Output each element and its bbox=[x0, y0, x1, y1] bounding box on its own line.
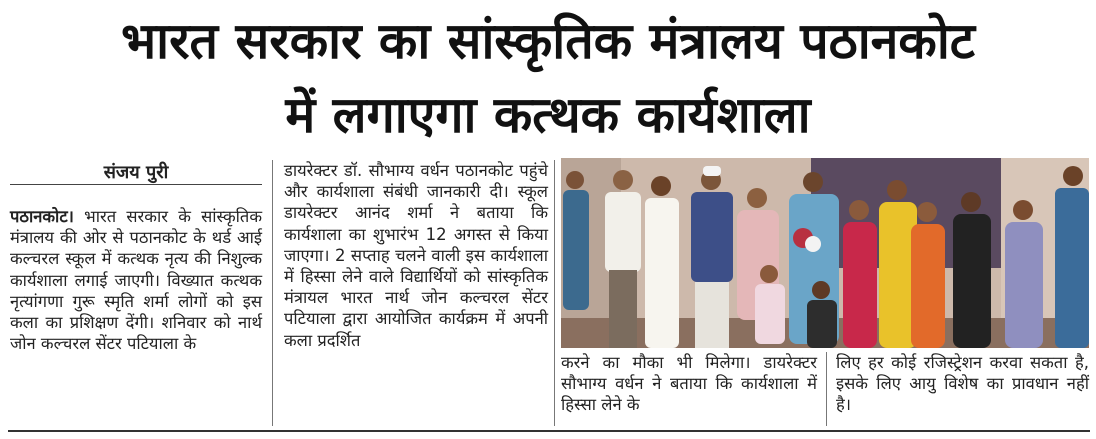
article-column-4 bbox=[836, 352, 1089, 416]
group-photo-illustration bbox=[561, 158, 1089, 348]
headline-line-2: में लगाएगा कत्थक कार्यशाला bbox=[285, 86, 811, 144]
article-column-1 bbox=[10, 206, 262, 354]
byline-rule bbox=[10, 184, 262, 185]
bottom-rule bbox=[8, 430, 1090, 432]
headline bbox=[0, 4, 1096, 152]
column-1-text: भारत सरकार के सांस्कृतिक मंत्रालय की ओर से पठानकोट के थर्ड आई कल्चरल स्कूल में कत्थक नृत्य की निशुल्क कार्यशाला लगाई जाएगी। विख्यात कत्थक नृत्यांगणा गुरू स्मृति शर्मा लोगों को इस कला का प्रशिक्षण देंगी। शनिवार को नार्थ जोन कल्चरल सेंटर पटियाला के bbox=[10, 207, 262, 354]
article-column-3 bbox=[561, 352, 817, 416]
event-photo bbox=[561, 158, 1089, 348]
column-4-text: लिए हर कोई रजिस्ट्रेशन करवा सकता है, इसके लिए आयु विशेष का प्रावधान नहीं है। bbox=[836, 353, 1089, 415]
column-divider bbox=[272, 160, 273, 426]
column-divider bbox=[826, 352, 827, 426]
headline-line-1: भारत सरकार का सांस्कृतिक मंत्रालय पठानकोट bbox=[121, 12, 975, 70]
byline: संजय पुरी bbox=[103, 162, 169, 183]
dateline: पठानकोट। bbox=[10, 207, 74, 226]
column-divider bbox=[554, 160, 555, 426]
article-column-2 bbox=[284, 160, 548, 351]
column-3-text: करने का मौका भी मिलेगा। डायरेक्टर सौभाग्य वर्धन ने बताया कि कार्यशाला में हिस्सा लेने के bbox=[561, 353, 817, 415]
column-2-text: डायरेक्टर डॉ. सौभाग्य वर्धन पठानकोट पहुंचे और कार्यशाला संबंधी जानकारी दी। स्कूल डायरेक्टर आनंद शर्मा ने बताया कि कार्यशाला का शुभारंभ 12 अगस्त से किया जाएगा। 2 सप्ताह चलने वाली इस कार्यशाला में हिस्सा लेने वाले विद्यार्थियों को सांस्कृतिक मंत्रायल भारत नार्थ जोन कल्चरल सेंटर पटियाला द्वारा आयोजित कार्यक्रम में अपनी कला प्रदर्शित bbox=[284, 161, 548, 350]
